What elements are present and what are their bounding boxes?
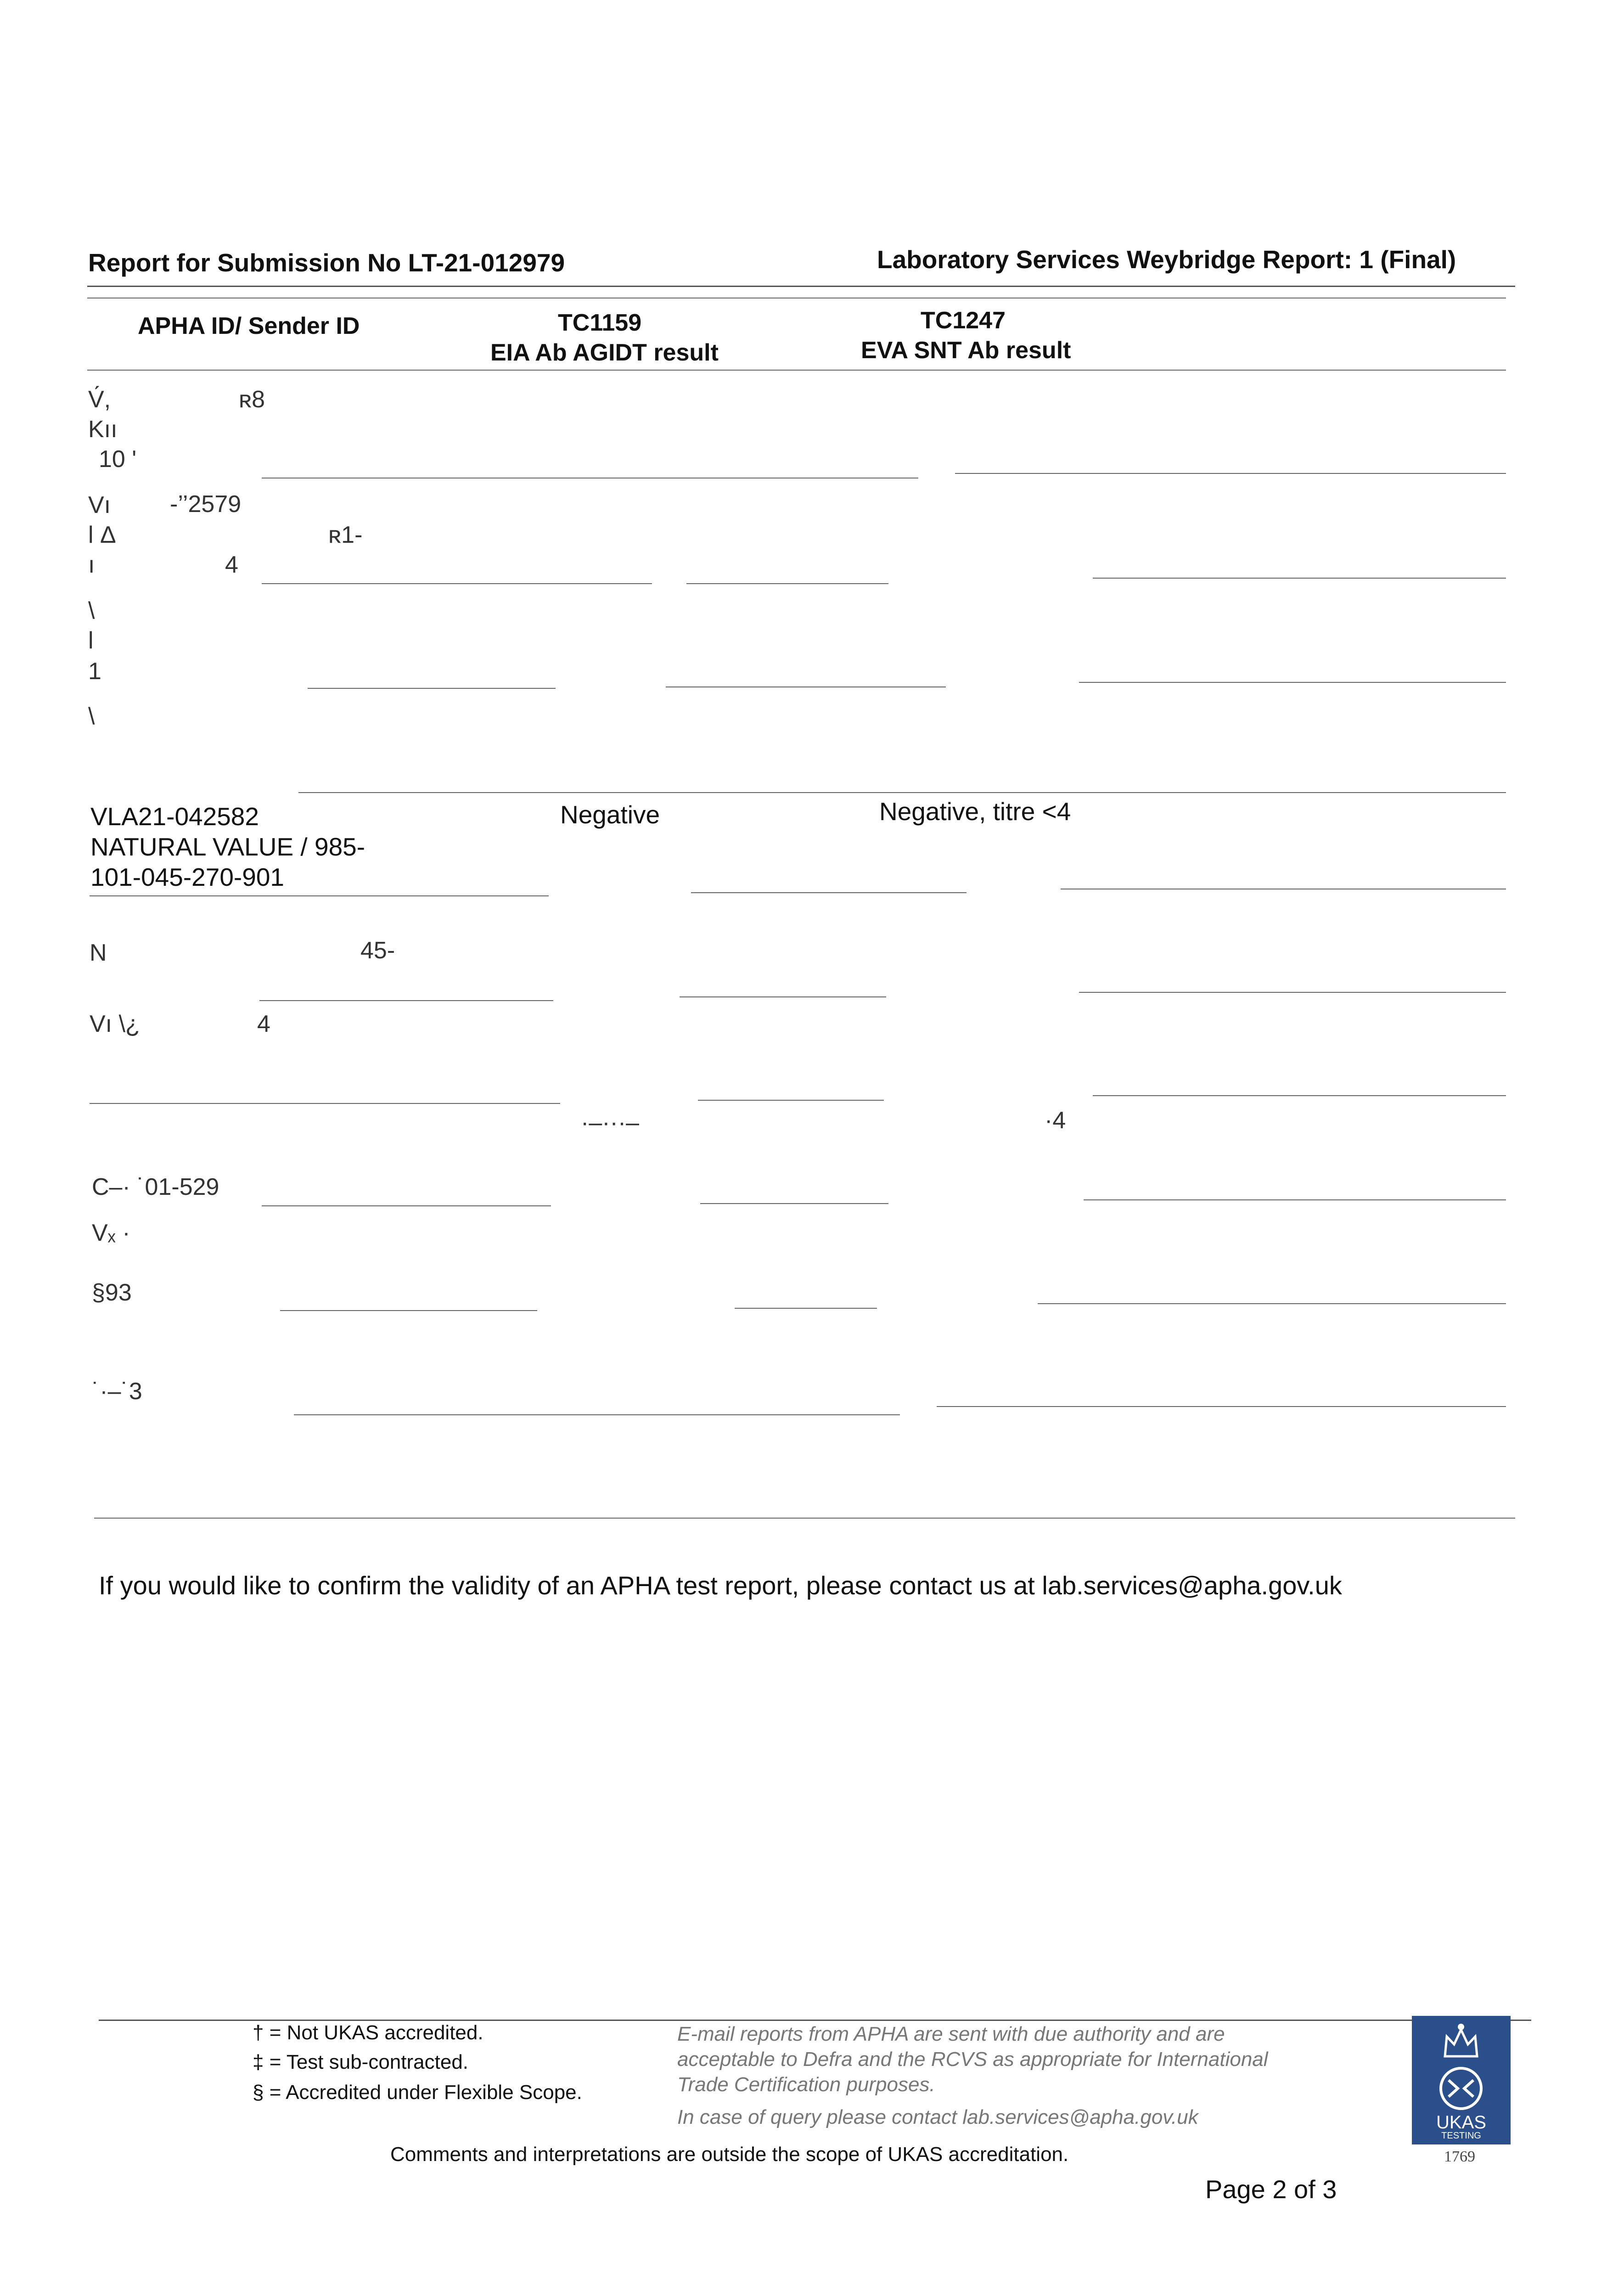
fragment: Vı \¿ <box>90 1011 140 1037</box>
email-note-line-2: acceptable to Defra and the RCVS as appropriate for International <box>677 2048 1268 2071</box>
row-rule <box>735 1308 877 1309</box>
ukas-sub: TESTING <box>1441 2131 1481 2141</box>
row-rule <box>259 1000 553 1001</box>
ukas-text: UKAS <box>1436 2112 1486 2133</box>
submission-title: Report for Submission No LT-21-012979 <box>88 248 565 277</box>
row-rule <box>955 473 1506 474</box>
fragment: V́, <box>88 386 111 413</box>
validity-statement: If you would like to confirm the validity of an APHA test report, please contact us at lab.services@apha.gov.uk <box>99 1571 1342 1600</box>
row-rule <box>1038 1303 1506 1304</box>
fragment: ˙·–˙3 <box>92 1378 142 1405</box>
fragment: N <box>90 940 107 966</box>
fragment: 1 <box>88 658 101 685</box>
footnote-not-accredited: † = Not UKAS accredited. <box>253 2021 483 2044</box>
col-header-id: APHA ID/ Sender ID <box>138 313 360 339</box>
row-rule <box>280 1310 537 1311</box>
fragment: Vı <box>88 492 111 518</box>
row-rule <box>1093 578 1506 579</box>
fragment: \ <box>88 703 95 730</box>
row-rule <box>1079 992 1506 993</box>
col-header-rule <box>87 370 1506 371</box>
fragment: Vₓ · <box>92 1220 130 1246</box>
fragment: 4 <box>257 1011 270 1037</box>
footnote-subcontracted: ‡ = Test sub-contracted. <box>253 2051 469 2073</box>
footnote-flexible-scope: § = Accredited under Flexible Scope. <box>253 2081 582 2104</box>
fragment: ·4 <box>1045 1107 1066 1134</box>
ukas-logo <box>1412 2016 1511 2144</box>
row-rule <box>262 583 652 584</box>
row-rule <box>680 996 886 997</box>
row-rule <box>691 892 967 893</box>
ukas-number: 1769 <box>1444 2148 1475 2165</box>
col-header-eia-code: TC1159 <box>558 310 642 336</box>
fragment: §93 <box>92 1279 132 1306</box>
fragment: 10 ' <box>99 446 137 473</box>
row-rule <box>1093 1095 1506 1096</box>
row-rule <box>298 792 1506 793</box>
table-bottom-rule <box>94 1518 1515 1519</box>
fragment: 45- <box>360 937 395 964</box>
email-note-line-3: Trade Certification purposes. <box>677 2073 935 2096</box>
sample-id: VLA21-042582 <box>90 802 259 831</box>
row-rule <box>90 895 549 896</box>
header-divider <box>87 286 1515 287</box>
row-rule <box>90 1103 560 1104</box>
row-rule <box>937 1406 1506 1407</box>
fragment: l <box>88 627 94 654</box>
fragment: l Δ <box>88 522 116 548</box>
row-rule <box>686 583 888 584</box>
fragment: Kıı <box>88 416 118 443</box>
row-rule <box>1084 1199 1506 1200</box>
fragment: 4 <box>225 551 238 578</box>
ukas-emblem-icon <box>1412 2062 1511 2117</box>
row-rule <box>308 688 556 689</box>
sender-id: NATURAL VALUE / 985- <box>90 833 365 861</box>
ukas-comments-note: Comments and interpretations are outside the scope of UKAS accreditation. <box>390 2143 1069 2166</box>
fragment: -’’2579 <box>170 491 242 518</box>
fragment: ı <box>88 551 95 578</box>
page-number: Page 2 of 3 <box>1205 2175 1337 2204</box>
col-header-eva-code: TC1247 <box>921 307 1006 334</box>
query-note: In case of query please contact lab.services@apha.gov.uk <box>677 2106 1198 2128</box>
sender-id-cont: 101-045-270-901 <box>90 863 285 891</box>
fragment: ʀ1- <box>328 522 363 548</box>
crown-icon <box>1412 2016 1511 2066</box>
email-note-line-1: E-mail reports from APHA are sent with due authority and are <box>677 2023 1225 2045</box>
row-rule <box>294 1414 900 1415</box>
fragment: ·–···– <box>581 1109 640 1136</box>
lab-report-title: Laboratory Services Weybridge Report: 1 (Final) <box>877 245 1456 274</box>
row-rule <box>1079 682 1506 683</box>
col-header-eva-name: EVA SNT Ab result <box>861 337 1071 364</box>
row-rule <box>698 1100 884 1101</box>
row-rule <box>262 1205 551 1206</box>
col-header-eia-name: EIA Ab AGIDT result <box>490 339 719 366</box>
eia-result: Negative <box>560 800 660 829</box>
fragment: \ <box>88 597 95 624</box>
row-rule <box>700 1203 888 1204</box>
fragment: C–· ˙01-529 <box>92 1174 219 1200</box>
eva-result: Negative, titre <4 <box>879 797 1071 826</box>
fragment: ʀ8 <box>239 386 265 413</box>
